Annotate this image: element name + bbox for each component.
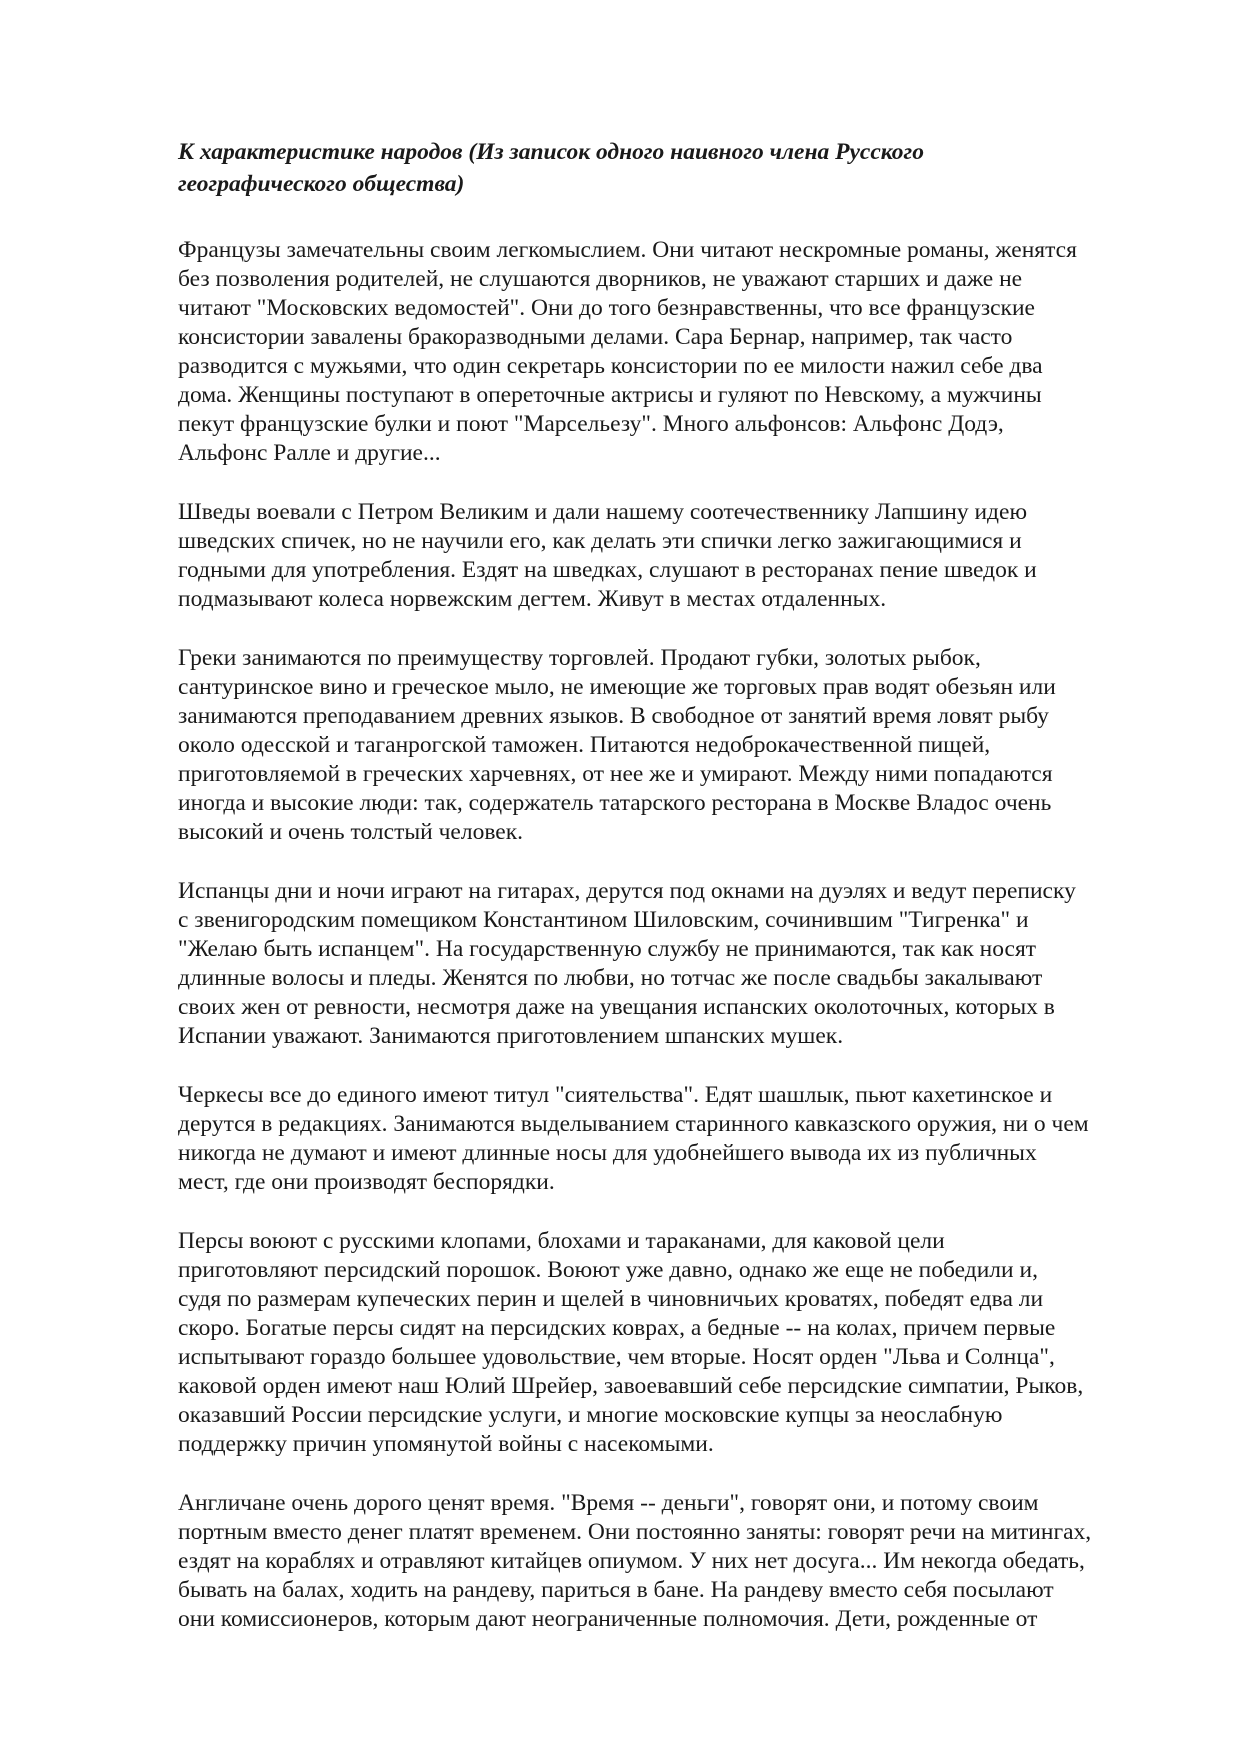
paragraph-spaniards: Испанцы дни и ночи играют на гитарах, дерутся под окнами на дуэлях и ведут переписку с звенигородским помещиком Константином Шиловским, сочинившим "Тигренка" и "Желаю быть испанцем". На государственную службу не принимаются, так как носят длинные волосы и пледы. Женятся по любви, но тотчас же после свадьбы закалывают своих жен от ревности, несмотря даже на увещания испанских околоточных, которых в Испании уважают. Занимаются приготовлением шпанских мушек. [178,878,1076,1049]
paragraph-circassians: Черкесы все до единого имеют титул "сиятельства". Едят шашлык, пьют кахетинское и дерутся в редакциях. Занимаются выделыванием старинного кавказского оружия, ни о чем никогда не думают и имеют длинные носы для удобнейшего вывода их из публичных мест, где они производят беспорядки. [178,1082,1089,1195]
paragraph-persians: Персы воюют с русскими клопами, блохами и тараканами, для каковой цели приготовляют персидский порошок. Воюют уже давно, однако же еще не победили и, судя по размерам купеческих перин и щелей в чиновничьих кроватях, победят едва ли скоро. Богатые персы сидят на персидских коврах, а бедные -- на колах, причем первые испытывают гораздо большее удовольствие, чем вторые. Носят орден "Льва и Солнца", каковой орден имеют наш Юлий Шрейер, завоевавший себе персидские симпатии, Рыков, оказавший России персидские услуги, и многие московские купцы за неослабную поддержку причин упомянутой войны с насекомыми. [178,1228,1084,1457]
paragraph-english: Англичане очень дорого ценят время. "Время -- деньги", говорят они, и потому своим портным вместо денег платят временем. Они постоянно заняты: говорят речи на митингах, ездят на кораблях и отравляют китайцев опиумом. У них нет досуга... Им некогда обедать, бывать на балах, ходить на рандеву, париться в бане. На рандеву вместо себя посылают они комиссионеров, которым дают неограниченные полномочия. Дети, рожденные от [178,1490,1092,1632]
paragraph-swedes: Шведы воевали с Петром Великим и дали нашему соотечественнику Лапшину идею шведских спичек, но не научили его, как делать эти спички легко зажигающимися и годными для употребления. Ездят на шведках, слушают в ресторанах пение шведок и подмазывают колеса норвежским дегтем. Живут в местах отдаленных. [178,499,1037,612]
paragraph-french: Французы замечательны своим легкомыслием. Они читают нескромные романы, женятся без позволения родителей, не слушаются дворников, не уважают старших и даже не читают "Московских ведомостей". Они до того безнравственны, что все французские консистории завалены бракоразводными делами. Сара Бернар, например, так часто разводится с мужьями, что один секретарь консистории по ее милости нажил себе два дома. Женщины поступают в опереточные актрисы и гуляют по Невскому, а мужчины пекут французские булки и поют "Марсельезу". Много альфонсов: Альфонс Додэ, Альфонс Ралле и другие... [178,237,1077,466]
paragraph-greeks: Греки занимаются по преимуществу торговлей. Продают губки, золотых рыбок, сантуринское вино и греческое мыло, не имеющие же торговых прав водят обезьян или занимаются преподаванием древних языков. В свободное от занятий время ловят рыбу около одесской и таганрогской таможен. Питаются недоброкачественной пищей, приготовляемой в греческих харчевнях, от нее же и умирают. Между ними попадаются иногда и высокие люди: так, содержатель татарского ресторана в Москве Владос очень высокий и очень толстый человек. [178,645,1056,845]
document-page [178,136,1168,1634]
document-title: К характеристике народов (Из записок одного наивного члена Русского географического общества) [178,139,924,197]
